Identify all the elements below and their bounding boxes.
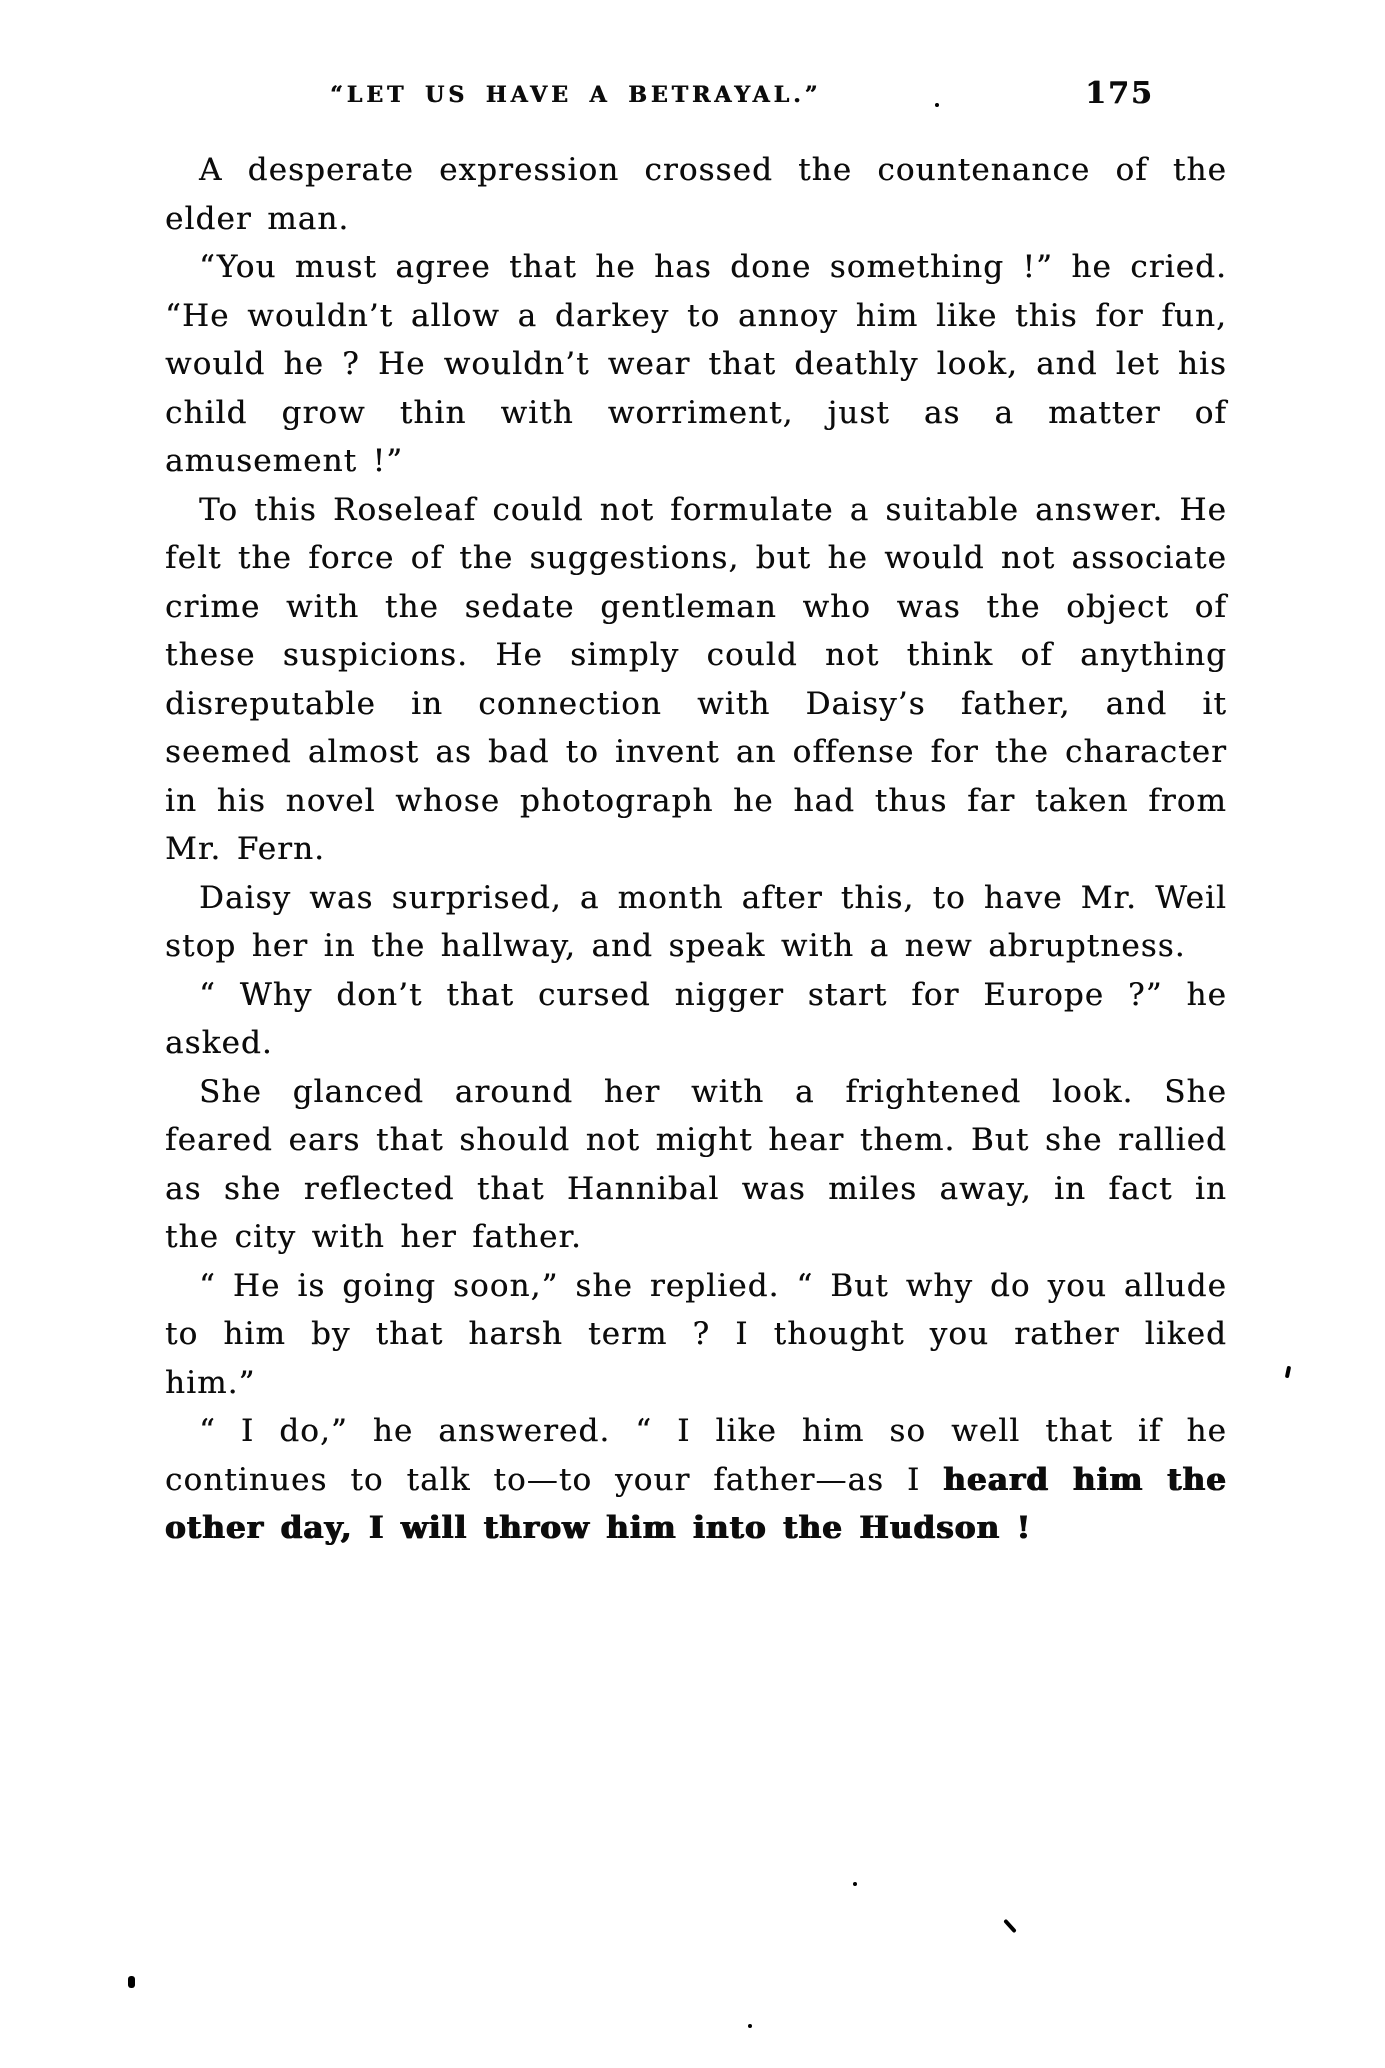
paragraph (165, 1068, 1227, 1262)
paragraph-text: Daisy was surprised, a month after this, to have Mr. Weil stop her in the hallway, and speak with a new abruptness. (165, 879, 1227, 964)
paragraph (165, 1407, 1227, 1553)
paragraph (165, 146, 1227, 243)
scan-speck (853, 1882, 857, 1886)
paragraph (165, 874, 1227, 971)
paragraph-text: “You must agree that he has done something !” he cried. “He wouldn’t allow a darkey to annoy him like this for fun, would he ? He wouldn’t wear that deathly look, and let his child grow thin with worriment, just as a matter of amusement !” (165, 249, 1227, 479)
paragraph (165, 971, 1227, 1068)
paragraph (165, 1262, 1227, 1408)
paragraph (165, 486, 1227, 874)
scan-speck (128, 1976, 135, 1988)
page-number: 175 (1085, 76, 1154, 111)
paragraph-text: A desperate expression crossed the countenance of the elder man. (165, 152, 1227, 237)
paragraph-text: To this Roseleaf could not formulate a suitable answer. He felt the force of the suggestions, but he would not associate crime with the sedate gentleman who was the object of these suspicions. He simply could not think of anything disreputable in connection with Daisy’s father, and it seemed almost as bad to invent an offense for the character in his novel whose photograph he had thus far taken from Mr. Fern. (165, 491, 1227, 867)
scan-speck (748, 2024, 752, 2028)
scan-speck (935, 103, 939, 107)
running-header (0, 76, 1385, 122)
paragraph-text: She glanced around her with a frightened look. She feared ears that should not might hear them. But she rallied as she reflected that Hannibal was miles away, in fact in the city with her father. (165, 1073, 1227, 1255)
scan-speck (1003, 1919, 1017, 1934)
running-title: “LET US HAVE A BETRAYAL.” (330, 82, 822, 108)
paragraph-text-heavy: heard him the other day, I will throw him into the Hudson ! (165, 1461, 1227, 1546)
scan-speck (1285, 1366, 1291, 1379)
paragraph-text: “ I do,” he answered. “ I like him so well that if he continues to talk to—to your father—as I (165, 1413, 1227, 1498)
paragraph-text: “ Why don’t that cursed nigger start for Europe ?” he asked. (165, 976, 1227, 1061)
paragraph (165, 243, 1227, 486)
paragraph-text: “ He is going soon,” she replied. “ But why do you allude to him by that harsh term ? I thought you rather liked him.” (165, 1267, 1227, 1401)
page-body (165, 146, 1227, 1553)
